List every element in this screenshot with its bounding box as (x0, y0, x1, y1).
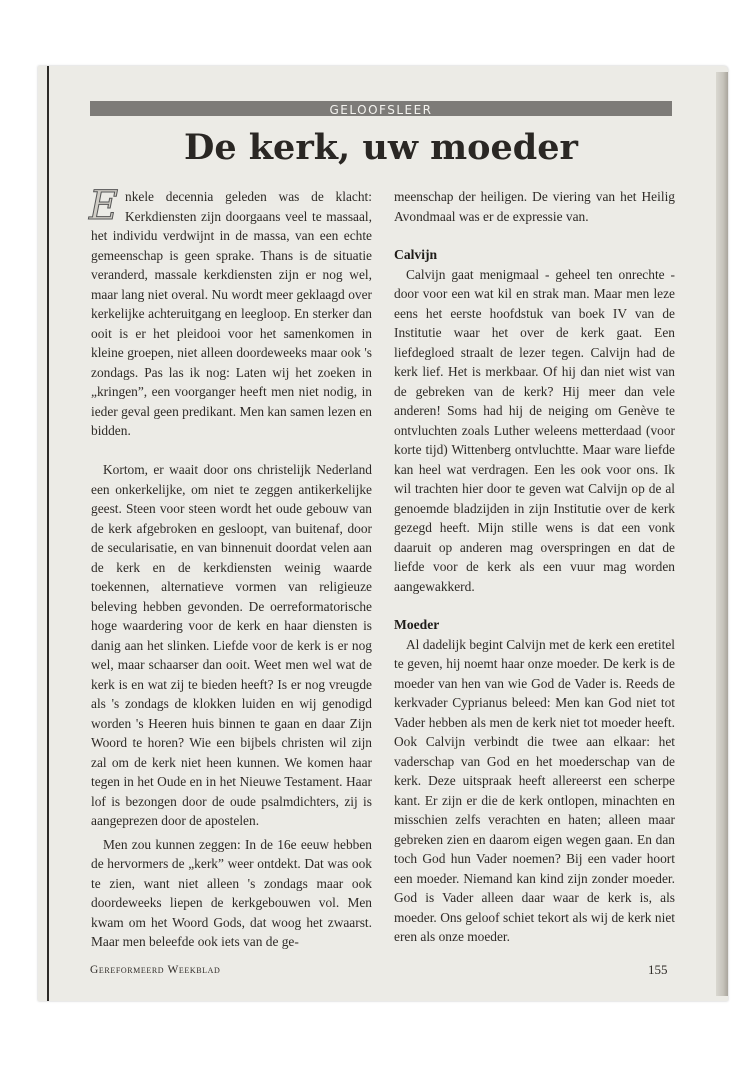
section-label: GELOOFSLEER (329, 103, 433, 117)
publication-name: Gereformeerd Weekblad (90, 964, 221, 976)
subheading-calvijn: Calvijn (394, 247, 438, 262)
right-column (394, 187, 675, 947)
paragraph: Enkele decennia geleden was de klacht: Kerkdiensten zijn doorgaans veel te massaal, het individu verdwijnt in de massa, van een echte gemeenschap is geen sprake. Thans is de situatie veranderd, massale kerkdiensten zijn er nog wel, maar lang niet overal. Nu wordt meer geklaagd over kerkelijke achteruitgang en leegloop. En sterker dan ooit is er het pleidooi voor het samenkomen in kleine groepen, niet alleen doordeweeks maar ook 's zondags. Pas las ik nog: Laten wij het zoeken in „kringen”, een voorganger heeft men niet nodig, in ieder geval geen predikant. Men kan samen lezen en bidden. (89, 183, 372, 438)
page-number: 155 (648, 962, 668, 977)
dropcap-letter: E (89, 183, 119, 229)
paragraph: Al dadelijk begint Calvijn met de kerk een eretitel te geven, hij noemt haar onze moeder. De kerk is de moeder van hen van wie God de Vader is. Reeds de kerkvader Cyprianus beleed: Men kan God niet tot Vader hebben als men de kerk niet tot moeder heeft. Ook Calvijn verbindt die twee aan elkaar: het vaderschap van God en het moederschap van de kerk. Deze uitspraak heeft allereerst een scherpe kant. Er zijn er die de kerk ontlopen, minachten en misschien zelfs verachten en haten; alleen maar gebreken zien en daarom eigen wegen gaan. En dan toch God hun Vader noemen? Bij een vader hoort een moeder. Niemand kan kind zijn zonder moeder. God is Vader alleen daar waar de kerk is, als moeder. Ons geloof schiet tekort als wij de kerk niet eren als onze moeder. (394, 636, 675, 944)
paragraph: Men zou kunnen zeggen: In de 16e eeuw hebben de hervormers de „kerk” weer ontdekt. Dat was ook te zien, want niet alleen 's zondags maar ook doordeweeks liepen de kerkgebouwen vol. Men kwam om het Woord Gods, dat woog het zwaarst. Maar men beleefde ook iets van de ge- (91, 836, 372, 949)
binding-line (47, 66, 49, 1001)
subheading-moeder: Moeder (394, 617, 440, 632)
paragraph: Calvijn gaat menigmaal - geheel ten onrechte - door voor een wat kil en strak man. Maar men leze eens het eerste hoofdstuk van boek IV van de Institutie waar het over de kerk gaat. Een liefdegloed straalt de lezer tegen. Calvijn had de kerk lief. Het is merkbaar. Of hij dan niet wist van de gebreken van de kerk? Hij meer dan vele anderen! Soms had hij de neiging om Genève te ontvluchten zoals Luther weleens metterdaad (voor korte tijd) Wittenberg ontvluchtte. Maar ware liefde kan heel wat verdragen. Een les ook voor ons. Ik wil trachten hier door te geven wat Calvijn op de al genoemde bladzijden in zijn Institutie over de kerk gezegd heeft. Mijn stille wens is dat een vonk daaruit op anderen mag overspringen en dat de liefde voor de kerk als een vuur mag worden aangewakkerd. (394, 266, 675, 594)
section-header-bar (90, 101, 672, 116)
article-title: De kerk, uw moeder (184, 127, 578, 168)
page-stack-edge (716, 72, 728, 996)
paragraph: Kortom, er waait door ons christelijk Nederland een onkerkelijke, om niet te zeggen antikerkelijke geest. Steen voor steen wordt het oude gebouw van de kerk afgebroken en gesloopt, van buitenaf, door de secularisatie, en van binnenuit doordat velen aan de kerk en de kerkdiensten weinig waarde toekennen, alternatieve vormen van religieuze beleving hebben gevonden. De oerreformatorische hoge waardering voor de kerk en haar diensten is danig aan het slinken. Liefde voor de kerk is er nog wel, maar schaarser dan ooit. Weet men wel wat de kerk is en wat zij te bieden heeft? Is er nog vreugde als 's zondags de klokken luiden en wij genodigd worden 's Heeren huis binnen te gaan en daar Zijn Woord te horen? Wie een bijbels christen wil zijn zal om de kerk niet heen kunnen. We komen haar tegen in het Oude en in het Nieuwe Testament. Haar lof is bezongen door de oude psalmdichters, zij is aangeprezen door de apostelen. (91, 462, 372, 828)
paragraph: meenschap der heiligen. De viering van het Heilig Avondmaal was er de expressie van. (394, 189, 675, 224)
left-column (89, 183, 372, 952)
